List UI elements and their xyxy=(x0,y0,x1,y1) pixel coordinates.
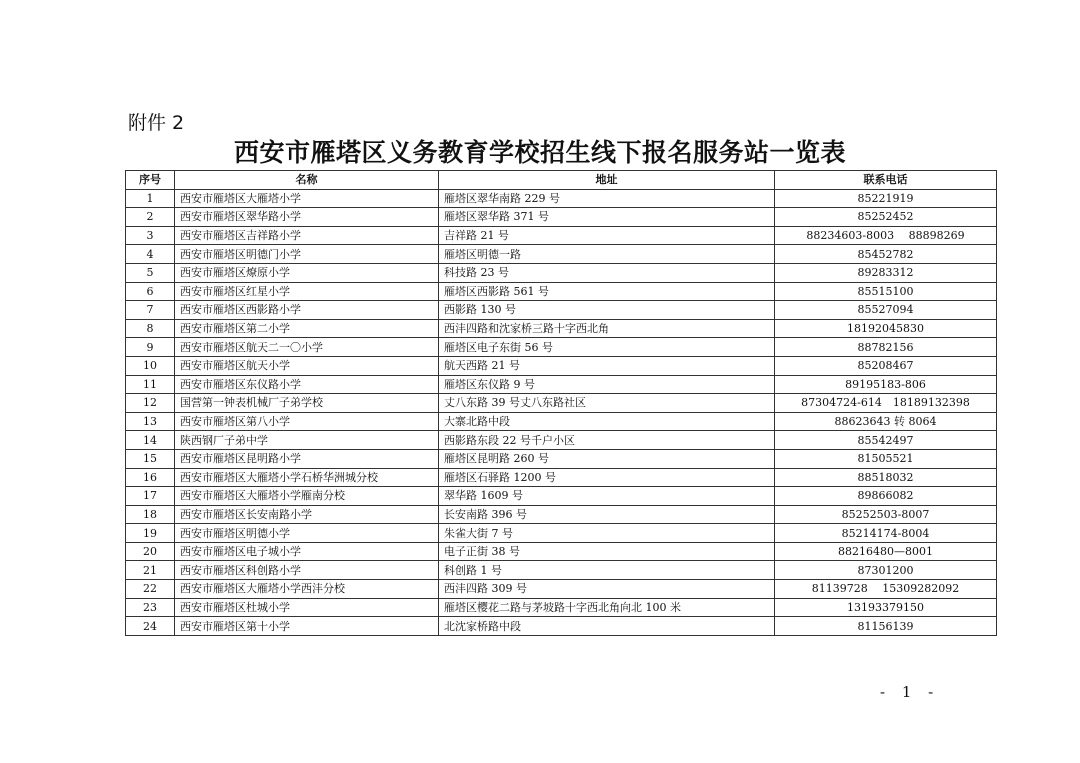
phone-cell: 88234603-8003 88898269 xyxy=(775,226,997,245)
phone-cell: 89866082 xyxy=(775,487,997,506)
header-phone: 联系电话 xyxy=(775,171,997,190)
phone-cell: 85208467 xyxy=(775,356,997,375)
table-row xyxy=(126,338,997,357)
row-index-cell: 2 xyxy=(126,208,175,227)
address-cell: 北沈家桥路中段 xyxy=(439,617,775,636)
row-index-cell: 1 xyxy=(126,189,175,208)
school-name-cell: 西安市雁塔区杜城小学 xyxy=(175,598,439,617)
school-name-cell: 西安市雁塔区长安南路小学 xyxy=(175,505,439,524)
address-cell: 雁塔区翠华路 371 号 xyxy=(439,208,775,227)
table-row xyxy=(126,356,997,375)
phone-cell: 89195183-806 xyxy=(775,375,997,394)
address-cell: 科技路 23 号 xyxy=(439,263,775,282)
school-name-cell: 西安市雁塔区第十小学 xyxy=(175,617,439,636)
school-name-cell: 西安市雁塔区电子城小学 xyxy=(175,542,439,561)
row-index-cell: 17 xyxy=(126,487,175,506)
school-name-cell: 国营第一钟表机械厂子弟学校 xyxy=(175,394,439,413)
phone-cell: 18192045830 xyxy=(775,319,997,338)
address-cell: 雁塔区翠华南路 229 号 xyxy=(439,189,775,208)
address-cell: 雁塔区樱花二路与茅坡路十字西北角向北 100 米 xyxy=(439,598,775,617)
address-cell: 西影路东段 22 号千户小区 xyxy=(439,431,775,450)
row-index-cell: 12 xyxy=(126,394,175,413)
address-cell: 雁塔区电子东街 56 号 xyxy=(439,338,775,357)
school-name-cell: 西安市雁塔区翠华路小学 xyxy=(175,208,439,227)
header-address: 地址 xyxy=(439,171,775,190)
address-cell: 雁塔区石驿路 1200 号 xyxy=(439,468,775,487)
phone-cell: 81156139 xyxy=(775,617,997,636)
school-name-cell: 西安市雁塔区东仪路小学 xyxy=(175,375,439,394)
service-station-table xyxy=(125,170,997,636)
school-name-cell: 西安市雁塔区第二小学 xyxy=(175,319,439,338)
table-row xyxy=(126,245,997,264)
table-row xyxy=(126,487,997,506)
document-title: 西安市雁塔区义务教育学校招生线下报名服务站一览表 xyxy=(233,138,846,167)
address-cell: 西沣四路和沈家桥三路十字西北角 xyxy=(439,319,775,338)
row-index-cell: 9 xyxy=(126,338,175,357)
row-index-cell: 16 xyxy=(126,468,175,487)
address-cell: 朱雀大街 7 号 xyxy=(439,524,775,543)
row-index-cell: 8 xyxy=(126,319,175,338)
phone-cell: 88782156 xyxy=(775,338,997,357)
table-row xyxy=(126,598,997,617)
phone-cell: 85221919 xyxy=(775,189,997,208)
header-index: 序号 xyxy=(126,171,175,190)
school-name-cell: 西安市雁塔区明德门小学 xyxy=(175,245,439,264)
table-row xyxy=(126,561,997,580)
address-cell: 雁塔区西影路 561 号 xyxy=(439,282,775,301)
address-cell: 雁塔区明德一路 xyxy=(439,245,775,264)
phone-cell: 88518032 xyxy=(775,468,997,487)
school-name-cell: 西安市雁塔区大雁塔小学 xyxy=(175,189,439,208)
row-index-cell: 20 xyxy=(126,542,175,561)
address-cell: 大寨北路中段 xyxy=(439,412,775,431)
phone-cell: 85542497 xyxy=(775,431,997,450)
table-row xyxy=(126,226,997,245)
row-index-cell: 11 xyxy=(126,375,175,394)
table-row xyxy=(126,394,997,413)
table-row xyxy=(126,263,997,282)
school-name-cell: 西安市雁塔区大雁塔小学西沣分校 xyxy=(175,580,439,599)
table-row xyxy=(126,301,997,320)
table-row xyxy=(126,542,997,561)
phone-cell: 81139728 15309282092 xyxy=(775,580,997,599)
school-name-cell: 西安市雁塔区科创路小学 xyxy=(175,561,439,580)
phone-cell: 89283312 xyxy=(775,263,997,282)
phone-cell: 87301200 xyxy=(775,561,997,580)
row-index-cell: 23 xyxy=(126,598,175,617)
page-number: - 1 - xyxy=(880,683,940,701)
address-cell: 西影路 130 号 xyxy=(439,301,775,320)
school-name-cell: 陕西钢厂子弟中学 xyxy=(175,431,439,450)
row-index-cell: 6 xyxy=(126,282,175,301)
phone-cell: 85452782 xyxy=(775,245,997,264)
school-name-cell: 西安市雁塔区明德小学 xyxy=(175,524,439,543)
table-row xyxy=(126,468,997,487)
phone-cell: 85515100 xyxy=(775,282,997,301)
row-index-cell: 22 xyxy=(126,580,175,599)
table-row xyxy=(126,431,997,450)
school-name-cell: 西安市雁塔区西影路小学 xyxy=(175,301,439,320)
address-cell: 雁塔区昆明路 260 号 xyxy=(439,449,775,468)
row-index-cell: 24 xyxy=(126,617,175,636)
address-cell: 西沣四路 309 号 xyxy=(439,580,775,599)
row-index-cell: 19 xyxy=(126,524,175,543)
table-row xyxy=(126,505,997,524)
table-row xyxy=(126,375,997,394)
row-index-cell: 15 xyxy=(126,449,175,468)
school-name-cell: 西安市雁塔区燎原小学 xyxy=(175,263,439,282)
table-row xyxy=(126,449,997,468)
table-row xyxy=(126,524,997,543)
row-index-cell: 10 xyxy=(126,356,175,375)
phone-cell: 87304724-614 18189132398 xyxy=(775,394,997,413)
table-row xyxy=(126,208,997,227)
table-row xyxy=(126,412,997,431)
table-row xyxy=(126,319,997,338)
phone-cell: 88216480—8001 xyxy=(775,542,997,561)
table-row xyxy=(126,282,997,301)
row-index-cell: 7 xyxy=(126,301,175,320)
phone-cell: 13193379150 xyxy=(775,598,997,617)
school-name-cell: 西安市雁塔区第八小学 xyxy=(175,412,439,431)
table-row xyxy=(126,617,997,636)
row-index-cell: 4 xyxy=(126,245,175,264)
table-row xyxy=(126,580,997,599)
address-cell: 长安南路 396 号 xyxy=(439,505,775,524)
table-row xyxy=(126,189,997,208)
address-cell: 丈八东路 39 号丈八东路社区 xyxy=(439,394,775,413)
phone-cell: 85527094 xyxy=(775,301,997,320)
table-header-row xyxy=(126,171,997,190)
row-index-cell: 14 xyxy=(126,431,175,450)
phone-cell: 85252503-8007 xyxy=(775,505,997,524)
school-name-cell: 西安市雁塔区大雁塔小学石桥华洲城分校 xyxy=(175,468,439,487)
header-name: 名称 xyxy=(175,171,439,190)
address-cell: 航天西路 21 号 xyxy=(439,356,775,375)
school-name-cell: 西安市雁塔区红星小学 xyxy=(175,282,439,301)
address-cell: 科创路 1 号 xyxy=(439,561,775,580)
address-cell: 电子正街 38 号 xyxy=(439,542,775,561)
phone-cell: 88623643 转 8064 xyxy=(775,412,997,431)
phone-cell: 81505521 xyxy=(775,449,997,468)
row-index-cell: 21 xyxy=(126,561,175,580)
row-index-cell: 5 xyxy=(126,263,175,282)
address-cell: 雁塔区东仪路 9 号 xyxy=(439,375,775,394)
address-cell: 翠华路 1609 号 xyxy=(439,487,775,506)
row-index-cell: 13 xyxy=(126,412,175,431)
phone-cell: 85214174-8004 xyxy=(775,524,997,543)
school-name-cell: 西安市雁塔区大雁塔小学雁南分校 xyxy=(175,487,439,506)
phone-cell: 85252452 xyxy=(775,208,997,227)
address-cell: 吉祥路 21 号 xyxy=(439,226,775,245)
school-name-cell: 西安市雁塔区航天二一〇小学 xyxy=(175,338,439,357)
row-index-cell: 18 xyxy=(126,505,175,524)
school-name-cell: 西安市雁塔区航天小学 xyxy=(175,356,439,375)
attachment-label: 附件 2 xyxy=(128,112,185,134)
school-name-cell: 西安市雁塔区昆明路小学 xyxy=(175,449,439,468)
school-name-cell: 西安市雁塔区吉祥路小学 xyxy=(175,226,439,245)
row-index-cell: 3 xyxy=(126,226,175,245)
